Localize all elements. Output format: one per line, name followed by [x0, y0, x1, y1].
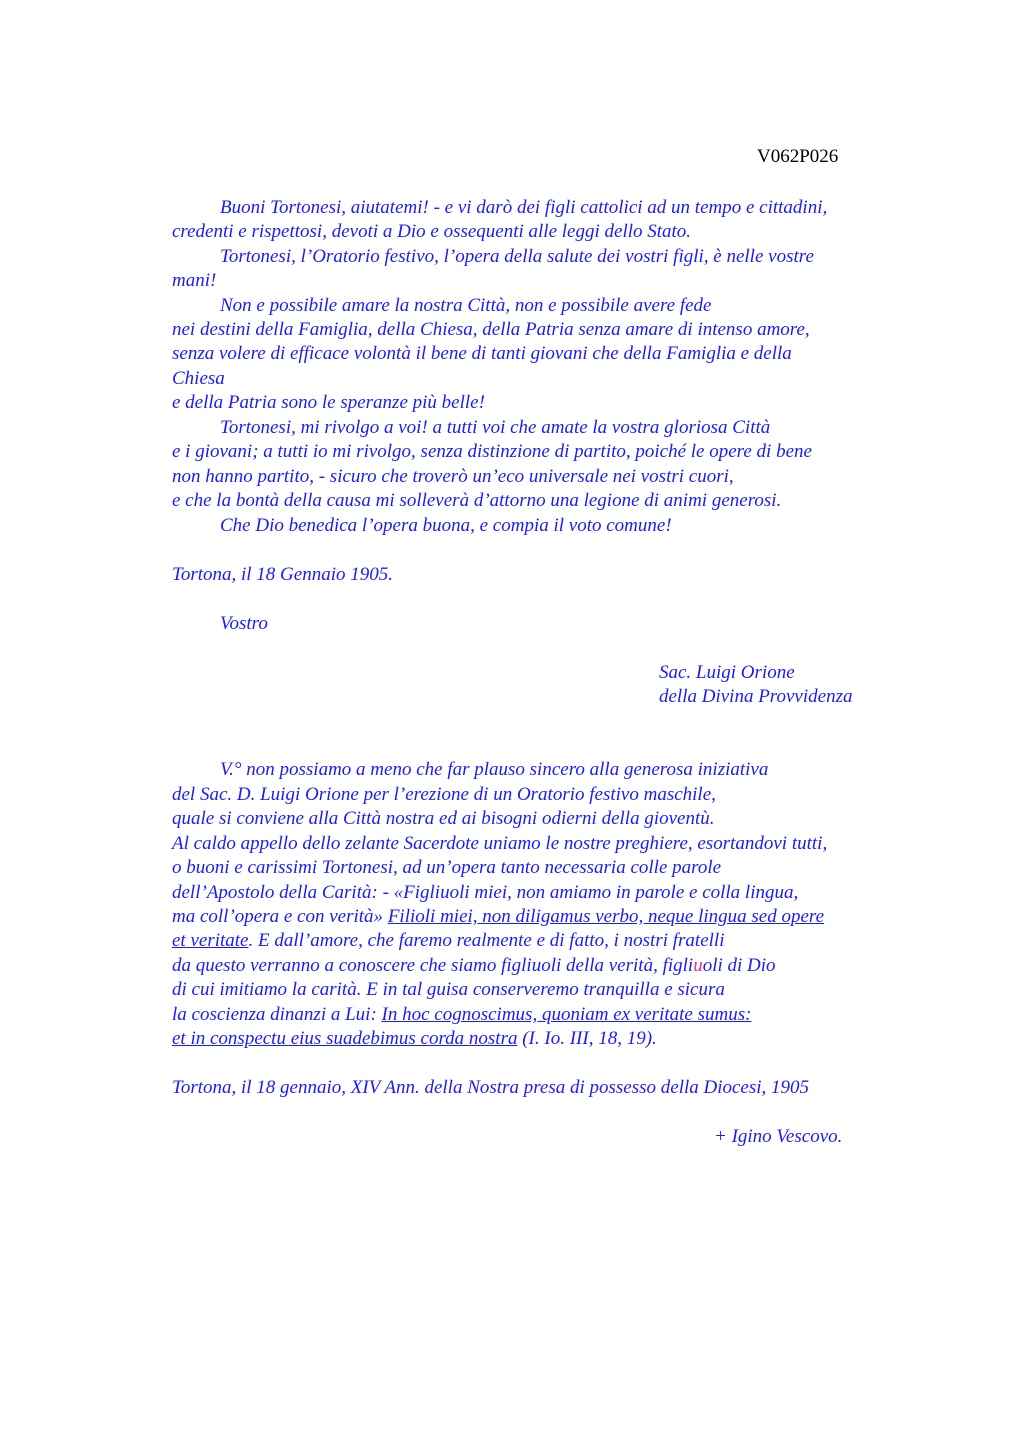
approval-line: di cui imitiamo la carità. E in tal guisa conserveremo tranquilla e sicura: [172, 979, 725, 1000]
letter-line: Chiesa: [172, 368, 225, 389]
approval-text: ma coll’opera e con verità»: [172, 906, 388, 927]
signature-name: Sac. Luigi Orione: [659, 662, 795, 683]
approval-line: [172, 929, 724, 953]
letter-line: Buoni Tortonesi, aiutatemi! - e vi darò dei figli cattolici ad un tempo e cittadini,: [220, 197, 828, 218]
approval-line: [172, 954, 776, 978]
approval-date: Tortona, il 18 gennaio, XIV Ann. della Nostra presa di possesso della Diocesi, 1905: [172, 1077, 810, 1098]
letter-line: e che la bontà della causa mi solleverà d’attorno una legione di animi generosi.: [172, 490, 782, 511]
bishop-signature: + Igino Vescovo.: [714, 1126, 843, 1147]
letter-line: non hanno partito, - sicuro che troverò un’eco universale nei vostri cuori,: [172, 466, 734, 487]
letter-line: e i giovani; a tutti io mi rivolgo, senza distinzione di partito, poiché le opere di bene: [172, 441, 812, 462]
letter-closing: Vostro: [220, 613, 268, 634]
approval-line: dell’Apostolo della Carità: - «Figliuoli miei, non amiamo in parole e colla lingua,: [172, 882, 799, 903]
approval-line: quale si conviene alla Città nostra ed ai bisogni odierni della gioventù.: [172, 808, 715, 829]
letter-line: credenti e rispettosi, devoti a Dio e ossequenti alle leggi dello Stato.: [172, 221, 692, 242]
latin-quote: Filioli miei, non diligamus verbo, neque lingua sed opere: [387, 906, 825, 927]
letter-line: Che Dio benedica l’opera buona, e compia il voto comune!: [220, 515, 672, 536]
approval-line: Al caldo appello dello zelante Sacerdote uniamo le nostre preghiere, esortandovi tutti,: [172, 833, 828, 854]
approval-text: la coscienza dinanzi a Lui:: [172, 1004, 382, 1025]
latin-quote: In hoc cognoscimus, quoniam ex veritate sumus:: [381, 1004, 752, 1025]
approval-text: . E dall’amore, che faremo realmente e di fatto, i nostri fratelli: [248, 930, 725, 951]
letter-line: nei destini della Famiglia, della Chiesa, della Patria senza amare di intenso amore,: [172, 319, 810, 340]
approval-text: da questo verranno a conoscere che siamo figliuoli della verità, figli: [172, 955, 694, 976]
approval-line: V.° non possiamo a meno che far plauso sincero alla generosa iniziativa: [220, 759, 769, 780]
approval-text: oli di Dio: [702, 955, 776, 976]
signature-title: della Divina Provvidenza: [659, 686, 853, 707]
approval-line: [172, 905, 824, 929]
approval-line: del Sac. D. Luigi Orione per l’erezione di un Oratorio festivo maschile,: [172, 784, 716, 805]
approval-line: o buoni e carissimi Tortonesi, ad un’opera tanto necessaria colle parole: [172, 857, 722, 878]
letter-line: Non e possibile amare la nostra Città, non e possibile avere fede: [220, 295, 712, 316]
letter-date: Tortona, il 18 Gennaio 1905.: [172, 564, 393, 585]
letter-line: Tortonesi, mi rivolgo a voi! a tutti voi che amate la vostra gloriosa Città: [220, 417, 771, 438]
page-id: V062P026: [757, 146, 839, 167]
letter-line: mani!: [172, 270, 217, 291]
letter-line: Tortonesi, l’Oratorio festivo, l’opera della salute dei vostri figli, è nelle vostre: [220, 246, 814, 267]
latin-quote: et in conspectu eius suadebimus corda nostra: [172, 1028, 518, 1049]
approval-line: [172, 1003, 751, 1027]
latin-quote: et veritate: [172, 930, 249, 951]
letter-line: senza volere di efficace volontà il bene di tanti giovani che della Famiglia e della: [172, 343, 792, 364]
approval-line: [172, 1027, 657, 1051]
letter-line: e della Patria sono le speranze più belle!: [172, 392, 485, 413]
scripture-reference: (I. Io. III, 18, 19).: [517, 1028, 657, 1049]
correction-mark: u: [693, 955, 703, 976]
